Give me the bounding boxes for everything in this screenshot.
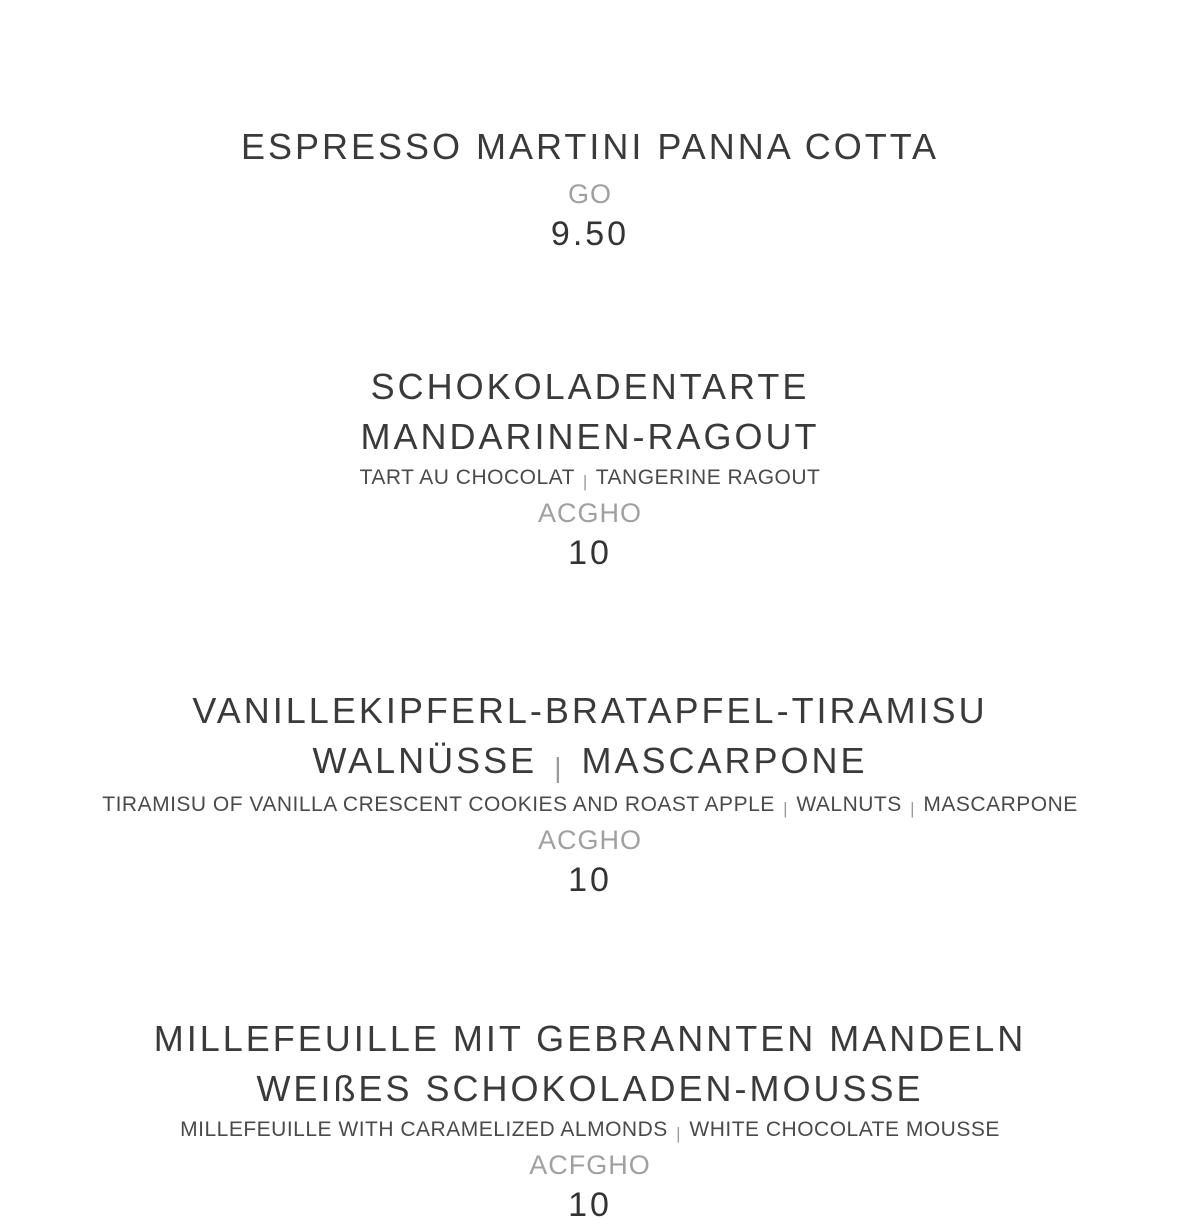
separator: | xyxy=(910,799,916,818)
item-price: 9.50 xyxy=(550,215,630,253)
allergen-codes: ACFGHO xyxy=(529,1150,651,1180)
separator: | xyxy=(783,799,789,818)
separator: | xyxy=(554,752,565,783)
item-translation xyxy=(0,1116,1180,1145)
separator: | xyxy=(676,1124,682,1143)
item-translation xyxy=(0,791,1180,820)
translation-part: WALNUTS xyxy=(796,793,902,816)
menu-item xyxy=(0,122,1180,256)
item-title-line-2 xyxy=(0,736,1180,789)
item-title-line-2: MANDARINEN-RAGOUT xyxy=(360,416,820,457)
translation-part: TANGERINE RAGOUT xyxy=(595,466,821,489)
allergen-codes: GO xyxy=(567,179,612,209)
allergen-codes: ACGHO xyxy=(537,498,642,528)
item-price: 10 xyxy=(568,534,612,572)
item-title: ESPRESSO MARTINI PANNA COTTA xyxy=(240,126,940,167)
title-part: MASCARPONE xyxy=(581,740,868,781)
translation-part: TIRAMISU OF VANILLA CRESCENT COOKIES AND ROAST APPLE xyxy=(102,793,775,816)
item-title-line-1: VANILLEKIPFERL-BRATAPFEL-TIRAMISU xyxy=(192,690,988,731)
item-title-line-1: MILLEFEUILLE MIT GEBRANNTEN MANDELN xyxy=(153,1018,1027,1059)
title-part: WALNÜSSE xyxy=(312,740,538,781)
menu-item xyxy=(0,1014,1180,1227)
allergen-codes: ACGHO xyxy=(537,825,642,855)
item-price: 10 xyxy=(568,1186,612,1224)
translation-part: MILLEFEUILLE WITH CARAMELIZED ALMONDS xyxy=(180,1118,668,1141)
translation-part: WHITE CHOCOLATE MOUSSE xyxy=(689,1118,1000,1141)
translation-part: TART AU CHOCOLAT xyxy=(359,466,575,489)
item-title-line-1: SCHOKOLADENTARTE xyxy=(370,366,810,407)
translation-part: MASCARPONE xyxy=(923,793,1078,816)
item-price: 10 xyxy=(568,861,612,899)
separator: | xyxy=(582,472,588,491)
item-title-line-2: WEIßES SCHOKOLADEN-MOUSSE xyxy=(256,1068,924,1109)
menu-item xyxy=(0,362,1180,575)
menu-item xyxy=(0,686,1180,902)
item-translation xyxy=(0,464,1180,493)
